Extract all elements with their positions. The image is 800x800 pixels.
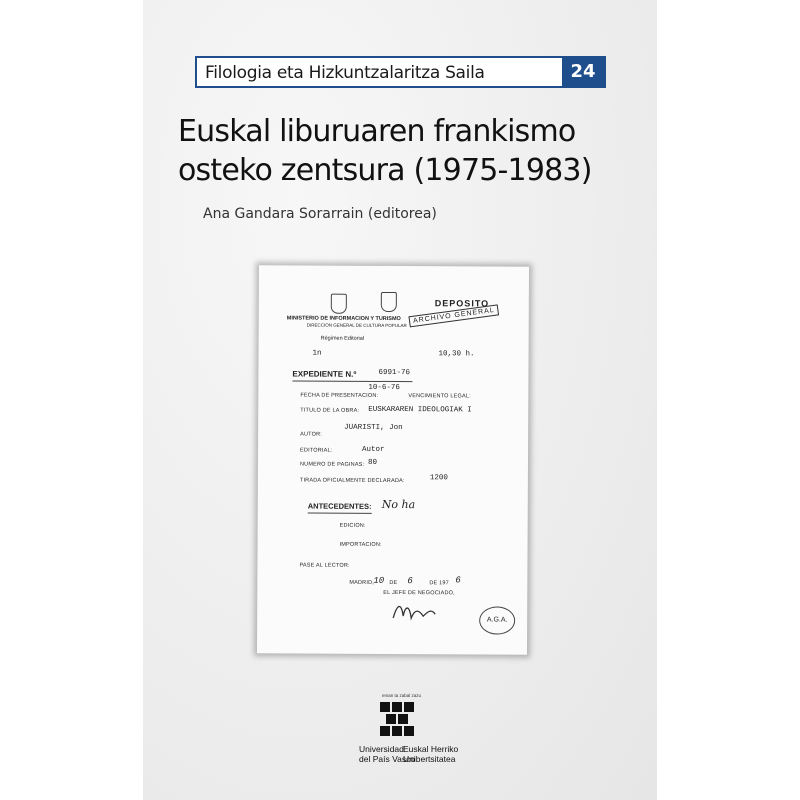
title-line-1: Euskal liburuaren frankismo xyxy=(178,114,576,149)
code-left: 1n xyxy=(312,349,322,358)
title-line-2: osteko zentsura (1975-1983) xyxy=(178,153,592,188)
madrid-month: 6 xyxy=(407,576,413,587)
edicion-label: EDICION: xyxy=(339,522,366,529)
jefe-label: EL JEFE DE NEGOCIADO, xyxy=(383,589,455,597)
pase-label: PASE AL LECTOR: xyxy=(299,562,350,569)
fecha-label: FECHA DE PRESENTACION: xyxy=(300,392,379,399)
ministry-label: MINISTERIO DE INFORMACION Y TURISMO xyxy=(286,315,401,323)
madrid-day: 10 xyxy=(373,575,385,586)
editorial-value: Autor xyxy=(362,445,385,454)
deposito-label: DEPOSITO xyxy=(434,298,490,309)
time-value: 10,30 h. xyxy=(438,350,475,359)
importacion-label: IMPORTACION: xyxy=(339,541,382,548)
titulo-label: TITULO DE LA OBRA: xyxy=(300,407,360,414)
direction-label: DIRECCION GENERAL DE CULTURA POPULAR xyxy=(306,322,407,329)
madrid-year-digit: 6 xyxy=(455,575,461,586)
signature xyxy=(389,598,439,624)
university-name-eu: Euskal Herriko Unibertsitatea xyxy=(403,744,459,764)
autor-value: JUARISTI, Jon xyxy=(344,423,403,433)
antecedentes-label: ANTECEDENTES: xyxy=(307,501,372,511)
madrid-label: MADRID, xyxy=(349,579,374,586)
expediente-value: 6991-76 xyxy=(378,368,410,378)
titulo-value: EUSKARAREN IDEOLOGIAK I xyxy=(368,405,472,415)
crest-icon xyxy=(331,294,347,314)
autor-label: AUTOR: xyxy=(300,431,323,438)
antecedentes-handwritten: No ha xyxy=(381,497,416,512)
tirada-value: 1200 xyxy=(429,474,448,483)
de-label-1: DE xyxy=(389,579,398,587)
regimen-label: Régimen Editorial xyxy=(320,335,365,342)
tirada-label: TIRADA OFICIALMENTE DECLARADA: xyxy=(299,477,405,485)
censorship-document-image xyxy=(257,265,529,654)
publisher-motto: eman ta zabal zazu xyxy=(382,693,422,698)
vencimiento-label: VENCIMIENTO LEGAL: xyxy=(408,393,471,400)
paginas-label: NUMERO DE PAGINAS: xyxy=(299,461,365,468)
crest-icon xyxy=(381,292,397,312)
book-title xyxy=(178,112,618,190)
paginas-value: 80 xyxy=(367,458,378,467)
series-number: 24 xyxy=(562,58,604,86)
university-logo-icon xyxy=(378,700,422,740)
editorial-label: EDITORIAL: xyxy=(300,447,333,454)
expediente-label: EXPEDIENTE N.º xyxy=(292,369,357,379)
series-label: Filologia eta Hizkuntzalaritza Saila xyxy=(205,63,485,83)
editor-name: Ana Gandara Sorarrain (editorea) xyxy=(203,206,437,222)
aga-stamp: A.G.A. xyxy=(479,606,515,634)
archive-stamp: ARCHIVO GENERAL xyxy=(408,304,499,327)
fecha-value: 10-6-76 xyxy=(368,383,400,393)
series-banner xyxy=(195,56,606,88)
university-name-es: Universidad del País Vasco xyxy=(359,744,416,764)
de-label-2: DE 197 xyxy=(429,580,449,587)
